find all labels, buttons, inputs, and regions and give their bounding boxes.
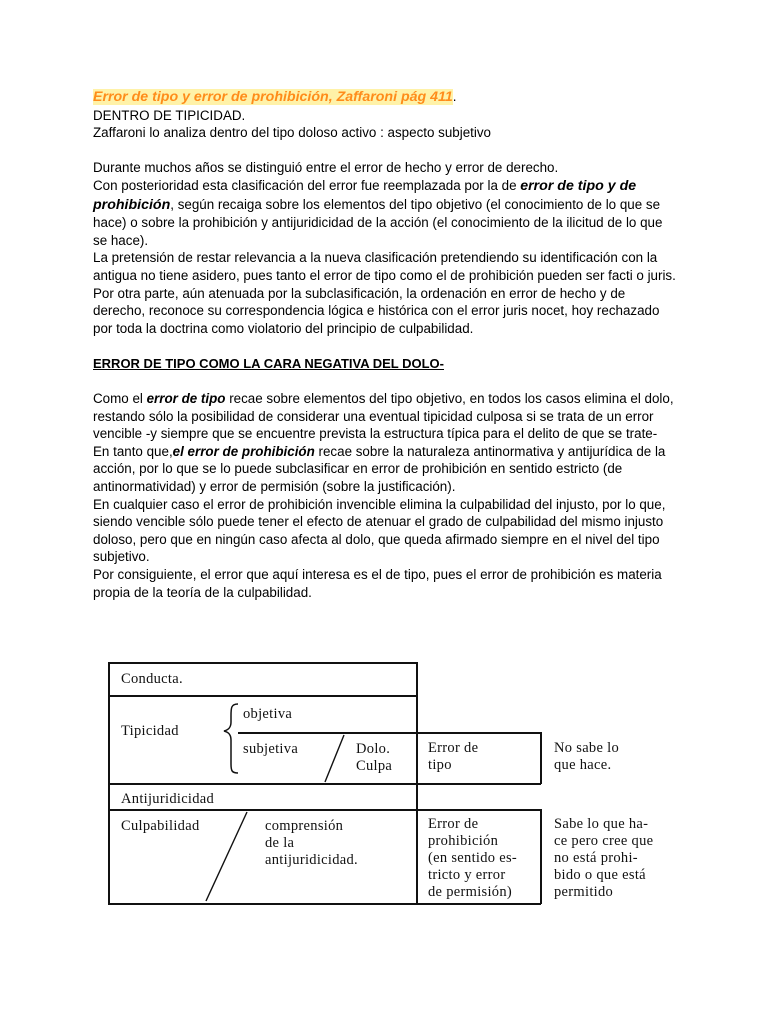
diagram-culpa: Culpa <box>356 758 393 774</box>
diagram-line <box>108 809 417 811</box>
paragraph-6: En cualquier caso el error de prohibición invencible elimina la culpabilidad del injusto, por lo que, siendo vencible sólo puede tener el efecto de atenuar el grado de culpabilidad del mismo injusto doloso, pero que en ningún caso afecta al dolo, que queda afirmado siempre en el nivel del tipo subjetivo. <box>93 496 666 565</box>
diagonal-line <box>325 735 344 782</box>
paragraph-1: Durante muchos años se distinguió entre el error de hecho y error de derecho. <box>93 160 559 176</box>
paragraph-2 <box>93 177 678 249</box>
paragraph-2-emphasis: error de tipo y de prohibición <box>93 177 637 213</box>
diagram-sabe-5: permitido <box>554 884 614 900</box>
diagram-line <box>416 809 541 811</box>
diagram-line <box>108 783 541 785</box>
diagram-subjetiva: subjetiva <box>243 741 299 757</box>
diagram-line <box>540 809 542 904</box>
intro-paragraph: Zaffaroni lo analiza dentro del tipo doloso activo : aspecto subjetivo <box>93 125 491 141</box>
brace-icon <box>224 704 238 773</box>
paragraph-5-text-a: En tanto que, <box>93 443 173 459</box>
diagram-error-prohib-1: Error de <box>428 816 479 832</box>
diagram-comprension-3: antijuridicidad. <box>265 852 358 868</box>
diagram-dolo: Dolo. <box>356 741 391 757</box>
paragraph-3: La pretensión de restar relevancia a la nueva clasificación pretendiendo su identificación con la antigua no tiene asidero, pues tanto el error de tipo como el de prohibición pueden ser facti o juris. Por otra parte, aún atenuada por la subclasificación, la ordenación en error de hecho y de derecho, reconoce su correspondencia lógica e histórica con el error juris nocet, hoy rechazado por toda la doctrina como violatorio del principio de culpabilidad. <box>93 250 676 336</box>
document-body <box>93 88 678 601</box>
paragraph-2-text-b: , según recaiga sobre los elementos del tipo objetivo (el conocimiento de lo que se hace) o sobre la prohibición y antijuridicidad de la acción (el conocimiento de la ilicitud de lo que se hace). <box>93 196 663 248</box>
paragraph-4-emphasis: error de tipo <box>146 391 226 407</box>
paragraph-4-text-b: recae sobre elementos del tipo objetivo, en todos los casos elimina el dolo, restando sólo la posibilidad de considerar una eventual tipicidad culposa si se trata de un error vencible -y siempre que se encuentre prevista la estructura típica para el delito de que se trate- <box>93 391 674 442</box>
document-title: Error de tipo y error de prohibición, Zaffaroni pág 411 <box>93 89 453 105</box>
diagram-error-prohib-5: de permisión) <box>428 884 513 900</box>
diagram-objetiva: objetiva <box>243 706 293 722</box>
diagram-error-tipo-1: Error de <box>428 740 479 756</box>
title-line <box>93 88 678 107</box>
subtitle: DENTRO DE TIPICIDAD. <box>93 107 246 123</box>
diagram-line <box>108 695 417 697</box>
paragraph-5-text-b: recae sobre la naturaleza antinormativa y antijurídica de la acción, por lo que se lo puede subclasificar en error de prohibición en sentido estricto (de antinormatividad) y error de permisión (sobre la justificación). <box>93 443 666 495</box>
diagram-sabe-3: no está prohi- <box>554 850 638 866</box>
diagram-comprension-2: de la <box>265 835 295 851</box>
diagram-line <box>416 662 418 904</box>
diagram-no-sabe-2: que hace. <box>554 757 612 773</box>
diagram-comprension-1: comprensión <box>265 818 344 834</box>
paragraph-7: Por consiguiente, el error que aquí interesa es el de tipo, pues el error de prohibición es materia propia de la teoría de la culpabilidad. <box>93 567 662 600</box>
section-heading: ERROR DE TIPO COMO LA CARA NEGATIVA DEL DOLO- <box>93 355 444 371</box>
paragraph-4 <box>93 390 678 443</box>
diagram-line <box>108 662 110 904</box>
diagram-error-prohib-3: (en sentido es- <box>428 850 518 866</box>
diagram-culpabilidad: Culpabilidad <box>121 818 200 834</box>
diagram-conducta: Conducta. <box>121 671 183 687</box>
paragraph-2-text-a: Con posterioridad esta clasificación del error fue reemplazada por la de <box>93 177 521 193</box>
diagram-no-sabe-1: No sabe lo <box>554 740 620 756</box>
diagonal-line <box>206 812 247 901</box>
paragraph-5 <box>93 443 678 496</box>
diagram-error-tipo-2: tipo <box>428 757 452 773</box>
diagram-antijuridicidad: Antijuridicidad <box>121 791 215 807</box>
diagram-error-prohib-2: prohibición <box>428 833 499 849</box>
diagram-line <box>108 662 417 664</box>
title-suffix: . <box>452 89 457 104</box>
diagram-sabe-1: Sabe lo que ha- <box>554 816 649 832</box>
diagram-tipicidad: Tipicidad <box>121 723 179 739</box>
diagram-error-prohib-4: tricto y error <box>428 867 506 883</box>
paragraph-5-emphasis: el error de prohibición <box>172 443 315 459</box>
diagram-line <box>238 732 541 734</box>
paragraph-4-text-a: Como el <box>93 391 147 407</box>
diagram-sabe-4: bido o que está <box>554 867 646 883</box>
diagram-line <box>540 732 542 784</box>
diagram-line <box>108 903 541 905</box>
diagram-sabe-2: ce pero cree que <box>554 833 654 849</box>
